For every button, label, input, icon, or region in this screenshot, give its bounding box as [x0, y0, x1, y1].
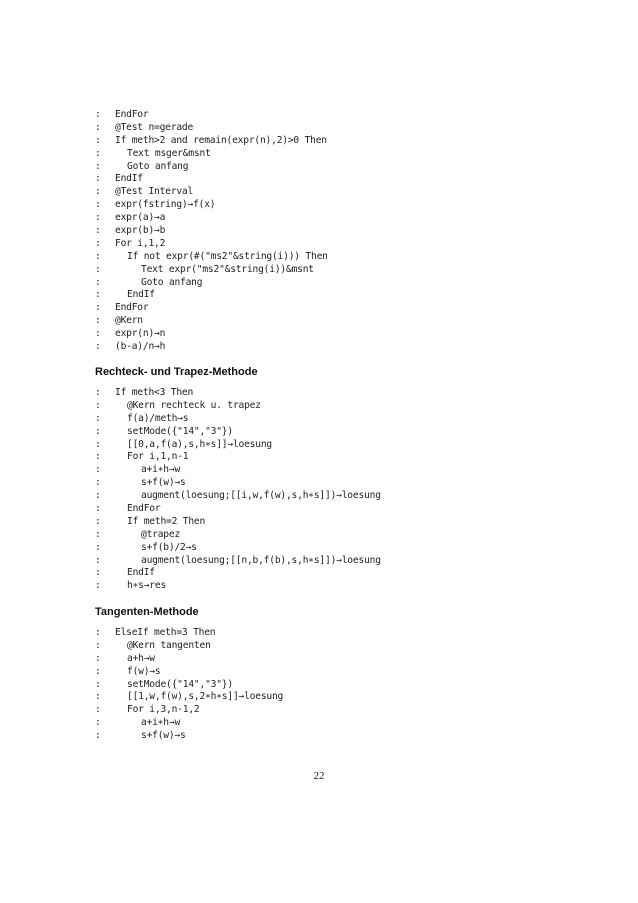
code-text: If meth>2 and remain(expr(n),2)>0 Then — [115, 134, 327, 146]
code-text: If meth<3 Then — [115, 387, 194, 398]
code-text: If not expr(#("ms2"&string(i))) Then — [127, 250, 328, 262]
page-number: 22 — [313, 770, 325, 782]
line-prefix-colon: : — [95, 528, 101, 540]
code-text: For i,1,2 — [115, 237, 166, 249]
code-text: augment(loesung;[[i,w,f(w),s,h∗s]])→loesung — [141, 490, 381, 502]
code-text: Text msger&msnt — [127, 147, 211, 159]
code-text: expr(a)→a — [115, 212, 166, 224]
line-prefix-colon: : — [95, 289, 101, 301]
code-text: augment(loesung;[[n,b,f(b),s,h∗s]])→loesung — [141, 554, 381, 566]
heading-tangenten: Tangenten-Methode — [95, 606, 199, 618]
code-text: @Kern tangenten — [127, 639, 211, 651]
code-text: a+h→w — [127, 652, 155, 664]
line-prefix-colon: : — [95, 678, 101, 690]
code-text: a+i∗h→w — [141, 717, 181, 729]
code-text: If meth=2 Then — [127, 515, 206, 527]
code-text: EndIf — [127, 567, 155, 579]
line-prefix-colon: : — [95, 477, 101, 489]
heading-rechteck-trapez: Rechteck- und Trapez-Methode — [95, 366, 258, 378]
line-prefix-colon: : — [95, 652, 101, 664]
line-prefix-colon: : — [95, 554, 101, 566]
code-text: EndFor — [115, 109, 149, 120]
line-prefix-colon: : — [95, 438, 101, 450]
code-text: Goto anfang — [127, 160, 189, 172]
line-prefix-colon: : — [95, 186, 101, 198]
line-prefix-colon: : — [95, 341, 101, 353]
code-text: s+f(w)→s — [141, 477, 186, 489]
line-prefix-colon: : — [95, 691, 101, 703]
code-text: h∗s→res — [127, 580, 167, 592]
line-prefix-colon: : — [95, 276, 101, 288]
line-prefix-colon: : — [95, 121, 101, 133]
code-text: s+f(w)→s — [141, 730, 186, 742]
line-prefix-colon: : — [95, 464, 101, 476]
code-text: f(a)/meth→s — [127, 412, 189, 424]
code-text: @Test n=gerade — [115, 121, 194, 133]
line-prefix-colon: : — [95, 490, 101, 502]
line-prefix-colon: : — [95, 665, 101, 677]
line-prefix-colon: : — [95, 717, 101, 729]
code-text: ElseIf meth=3 Then — [115, 627, 216, 638]
line-prefix-colon: : — [95, 134, 101, 146]
line-prefix-colon: : — [95, 225, 101, 237]
line-prefix-colon: : — [95, 627, 101, 638]
code-text: a+i∗h→w — [141, 464, 181, 476]
line-prefix-colon: : — [95, 704, 101, 716]
code-text: [[1,w,f(w),s,2∗h∗s]]→loesung — [127, 691, 284, 703]
code-text: s+f(b)/2→s — [141, 541, 197, 553]
code-text: [[0,a,f(a),s,h∗s]]→loesung — [127, 438, 272, 450]
line-prefix-colon: : — [95, 580, 101, 592]
code-text: setMode({"14","3"}) — [127, 678, 233, 690]
code-text: EndFor — [127, 503, 161, 515]
code-text: (b-a)/n→h — [115, 341, 166, 353]
line-prefix-colon: : — [95, 212, 101, 224]
code-text: EndIf — [127, 289, 155, 301]
line-prefix-colon: : — [95, 541, 101, 553]
code-text: EndFor — [115, 302, 149, 314]
line-prefix-colon: : — [95, 302, 101, 314]
code-text: @Kern rechteck u. trapez — [127, 399, 261, 411]
line-prefix-colon: : — [95, 412, 101, 424]
line-prefix-colon: : — [95, 250, 101, 262]
line-prefix-colon: : — [95, 425, 101, 437]
line-prefix-colon: : — [95, 639, 101, 651]
line-prefix-colon: : — [95, 237, 101, 249]
code-text: expr(b)→b — [115, 225, 166, 237]
line-prefix-colon: : — [95, 315, 101, 327]
code-text: setMode({"14","3"}) — [127, 425, 233, 437]
code-text: @Kern — [115, 315, 143, 327]
code-text: Goto anfang — [141, 276, 203, 288]
code-text: @Test Interval — [115, 186, 194, 198]
line-prefix-colon: : — [95, 730, 101, 742]
code-text: f(w)→s — [127, 665, 161, 677]
line-prefix-colon: : — [95, 328, 101, 340]
line-prefix-colon: : — [95, 451, 101, 463]
code-text: EndIf — [115, 173, 143, 185]
line-prefix-colon: : — [95, 387, 101, 398]
line-prefix-colon: : — [95, 147, 101, 159]
code-text: Text expr("ms2"&string(i))&msnt — [141, 263, 314, 275]
line-prefix-colon: : — [95, 109, 101, 120]
line-prefix-colon: : — [95, 399, 101, 411]
code-text: For i,1,n-1 — [127, 451, 189, 463]
code-text: For i,3,n-1,2 — [127, 704, 200, 716]
code-text: expr(n)→n — [115, 328, 166, 340]
line-prefix-colon: : — [95, 503, 101, 515]
code-text: expr(fstring)→f(x) — [115, 199, 216, 211]
line-prefix-colon: : — [95, 173, 101, 185]
line-prefix-colon: : — [95, 160, 101, 172]
line-prefix-colon: : — [95, 515, 101, 527]
line-prefix-colon: : — [95, 263, 101, 275]
line-prefix-colon: : — [95, 567, 101, 579]
code-text: @trapez — [141, 528, 181, 540]
line-prefix-colon: : — [95, 199, 101, 211]
